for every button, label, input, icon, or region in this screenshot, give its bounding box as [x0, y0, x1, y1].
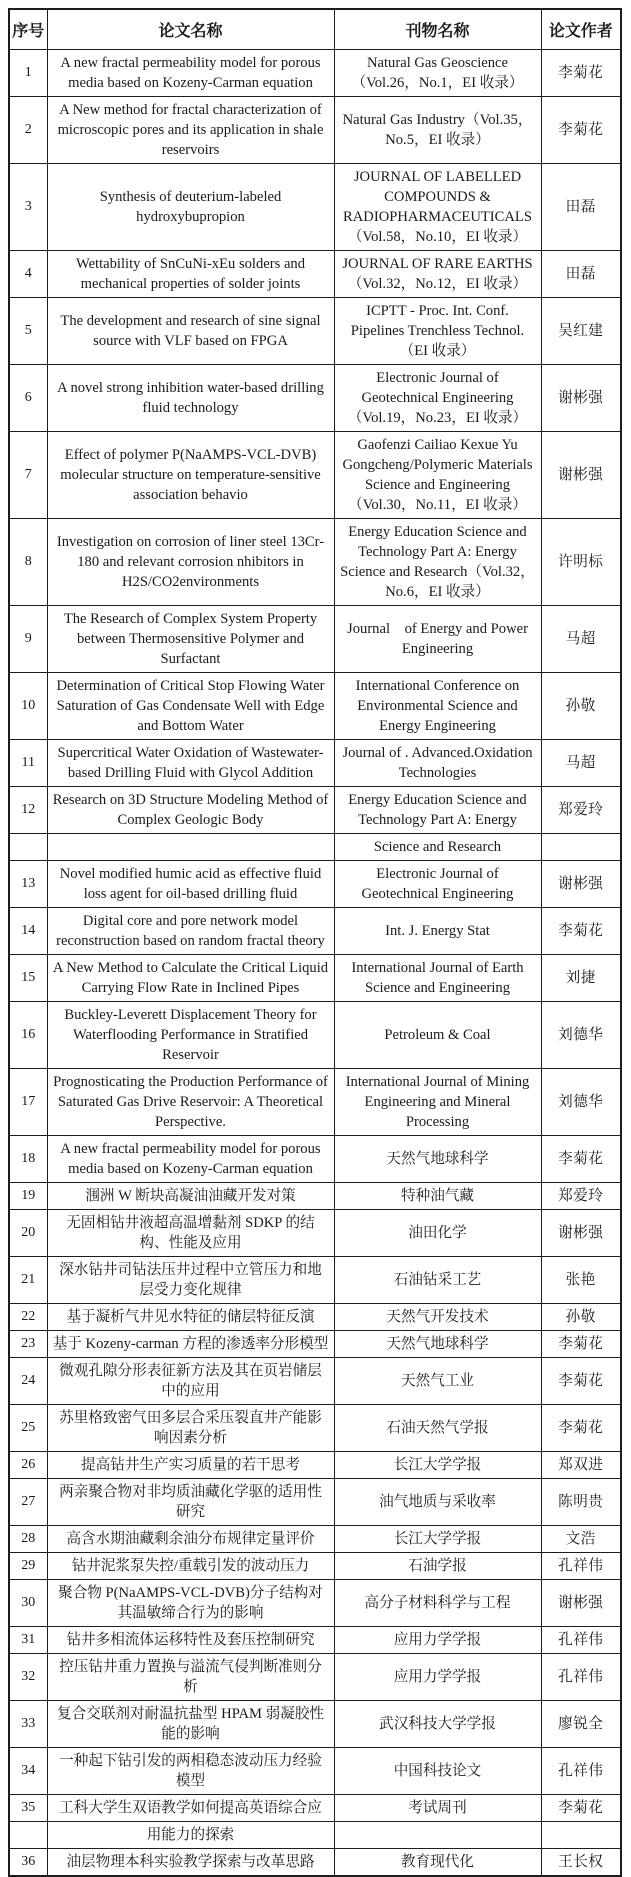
no-cell: 35	[9, 1795, 47, 1822]
journal-cell: 武汉科技大学学报	[334, 1701, 541, 1748]
no-cell: 21	[9, 1257, 47, 1304]
no-cell: 6	[9, 365, 47, 432]
journal-cell: Electronic Journal of Geotechnical Engineering	[334, 861, 541, 908]
table-row	[9, 1257, 621, 1304]
no-cell: 11	[9, 740, 47, 787]
no-cell: 5	[9, 298, 47, 365]
author-cell: 谢彬强	[541, 432, 621, 519]
author-cell: 张艳	[541, 1257, 621, 1304]
journal-cell: Energy Education Science and Technology Part A: Energy	[334, 787, 541, 834]
title-cell: A new fractal permeability model for porous media based on Kozeny-Carman equation	[47, 50, 334, 97]
author-cell: 孙敬	[541, 673, 621, 740]
title-cell: A novel strong inhibition water-based drilling fluid technology	[47, 365, 334, 432]
title-cell: 微观孔隙分形表征新方法及其在页岩储层中的应用	[47, 1358, 334, 1405]
table-row	[9, 519, 621, 606]
author-cell	[541, 1822, 621, 1849]
title-cell: 无固相钻井液超高温增黏剂 SDKP 的结构、性能及应用	[47, 1210, 334, 1257]
table-row	[9, 1452, 621, 1479]
author-cell: 郑双进	[541, 1452, 621, 1479]
no-cell: 8	[9, 519, 47, 606]
table-row	[9, 365, 621, 432]
journal-cell: Energy Education Science and Technology Part A: Energy Science and Research（Vol.32，No.6，EI 收录）	[334, 519, 541, 606]
no-cell: 34	[9, 1748, 47, 1795]
title-cell: 基于 Kozeny-carman 方程的渗透率分形模型	[47, 1331, 334, 1358]
table-row	[9, 1304, 621, 1331]
author-cell: 李菊花	[541, 1405, 621, 1452]
table-body	[9, 50, 621, 1877]
title-cell: Wettability of SnCuNi-xEu solders and mechanical properties of solder joints	[47, 251, 334, 298]
title-cell: Effect of polymer P(NaAMPS-VCL-DVB) molecular structure on temperature-sensitive association behavio	[47, 432, 334, 519]
table-row	[9, 164, 621, 251]
journal-cell: 天然气工业	[334, 1358, 541, 1405]
journal-cell: 天然气地球科学	[334, 1136, 541, 1183]
table-row	[9, 432, 621, 519]
table-row	[9, 50, 621, 97]
title-cell: Determination of Critical Stop Flowing Water Saturation of Gas Condensate Well with Edge and Bottom Water	[47, 673, 334, 740]
publications-table	[8, 8, 622, 1877]
journal-cell: 应用力学学报	[334, 1627, 541, 1654]
journal-cell: 教育现代化	[334, 1849, 541, 1877]
title-cell: 油层物理本科实验教学探索与改革思路	[47, 1849, 334, 1877]
column-header-no: 序号	[9, 9, 47, 50]
table-row	[9, 955, 621, 1002]
no-cell: 7	[9, 432, 47, 519]
column-header-author: 论文作者	[541, 9, 621, 50]
author-cell: 郑爱玲	[541, 787, 621, 834]
journal-cell: Petroleum & Coal	[334, 1002, 541, 1069]
author-cell: 文浩	[541, 1526, 621, 1553]
no-cell	[9, 1822, 47, 1849]
title-cell: Novel modified humic acid as effective fluid loss agent for oil-based drilling fluid	[47, 861, 334, 908]
journal-cell: Journal of . Advanced.Oxidation Technologies	[334, 740, 541, 787]
author-cell: 李菊花	[541, 1795, 621, 1822]
title-cell: 控压钻井重力置换与溢流气侵判断准则分析	[47, 1654, 334, 1701]
no-cell: 29	[9, 1553, 47, 1580]
journal-cell: 长江大学学报	[334, 1452, 541, 1479]
journal-cell	[334, 1822, 541, 1849]
journal-cell: Gaofenzi Cailiao Kexue Yu Gongcheng/Polymeric Materials Science and Engineering（Vol.30，No.11，EI 收录）	[334, 432, 541, 519]
no-cell: 24	[9, 1358, 47, 1405]
no-cell: 3	[9, 164, 47, 251]
author-cell: 孔祥伟	[541, 1748, 621, 1795]
journal-cell: 油田化学	[334, 1210, 541, 1257]
table-row	[9, 1479, 621, 1526]
table-row	[9, 606, 621, 673]
no-cell: 36	[9, 1849, 47, 1877]
author-cell: 李菊花	[541, 908, 621, 955]
author-cell: 马超	[541, 606, 621, 673]
title-cell: Supercritical Water Oxidation of Wastewater-based Drilling Fluid with Glycol Addition	[47, 740, 334, 787]
title-cell: 一种起下钻引发的两相稳态波动压力经验模型	[47, 1748, 334, 1795]
journal-cell: 油气地质与采收率	[334, 1479, 541, 1526]
author-cell: 李菊花	[541, 50, 621, 97]
table-row	[9, 1849, 621, 1877]
no-cell: 17	[9, 1069, 47, 1136]
journal-cell: 天然气开发技术	[334, 1304, 541, 1331]
table-row	[9, 1136, 621, 1183]
table-row	[9, 673, 621, 740]
no-cell: 18	[9, 1136, 47, 1183]
author-cell: 吴红建	[541, 298, 621, 365]
journal-cell: 特种油气藏	[334, 1183, 541, 1210]
column-header-title: 论文名称	[47, 9, 334, 50]
title-cell: The Research of Complex System Property between Thermosensitive Polymer and Surfactant	[47, 606, 334, 673]
title-cell: Synthesis of deuterium-labeled hydroxybupropion	[47, 164, 334, 251]
journal-cell: 考试周刊	[334, 1795, 541, 1822]
journal-cell: Electronic Journal of Geotechnical Engineering（Vol.19，No.23，EI 收录）	[334, 365, 541, 432]
title-cell: Prognosticating the Production Performance of Saturated Gas Drive Reservoir: A Theoretical Perspective.	[47, 1069, 334, 1136]
title-cell: 钻井多相流体运移特性及套压控制研究	[47, 1627, 334, 1654]
author-cell: 王长权	[541, 1849, 621, 1877]
table-row	[9, 1553, 621, 1580]
table-row	[9, 1748, 621, 1795]
no-cell: 1	[9, 50, 47, 97]
no-cell: 4	[9, 251, 47, 298]
table-row	[9, 1526, 621, 1553]
author-cell: 孙敬	[541, 1304, 621, 1331]
journal-cell: International Conference on Environmental Science and Energy Engineering	[334, 673, 541, 740]
author-cell: 李菊花	[541, 1358, 621, 1405]
journal-cell: Natural Gas Industry（Vol.35，No.5，EI 收录）	[334, 97, 541, 164]
journal-cell: ICPTT - Proc. Int. Conf. Pipelines Trenchless Technol.（EI 收录）	[334, 298, 541, 365]
no-cell: 12	[9, 787, 47, 834]
table-row	[9, 97, 621, 164]
author-cell: 孔祥伟	[541, 1627, 621, 1654]
author-cell: 李菊花	[541, 1331, 621, 1358]
author-cell: 谢彬强	[541, 365, 621, 432]
no-cell: 25	[9, 1405, 47, 1452]
table-row	[9, 1331, 621, 1358]
title-cell: Research on 3D Structure Modeling Method of Complex Geologic Body	[47, 787, 334, 834]
table-row	[9, 908, 621, 955]
journal-cell: JOURNAL OF LABELLED COMPOUNDS & RADIOPHARMACEUTICALS（Vol.58，No.10，EI 收录）	[334, 164, 541, 251]
author-cell: 谢彬强	[541, 1580, 621, 1627]
no-cell: 10	[9, 673, 47, 740]
journal-cell: International Journal of Earth Science and Engineering	[334, 955, 541, 1002]
table-row	[9, 787, 621, 834]
no-cell: 20	[9, 1210, 47, 1257]
title-cell: 基于凝析气井见水特征的储层特征反演	[47, 1304, 334, 1331]
journal-cell: 长江大学学报	[334, 1526, 541, 1553]
author-cell: 谢彬强	[541, 1210, 621, 1257]
table-row	[9, 1183, 621, 1210]
journal-cell: 天然气地球科学	[334, 1331, 541, 1358]
journal-cell: 中国科技论文	[334, 1748, 541, 1795]
author-cell: 陈明贵	[541, 1479, 621, 1526]
journal-cell: International Journal of Mining Engineering and Mineral Processing	[334, 1069, 541, 1136]
title-cell: 高含水期油藏剩余油分布规律定量评价	[47, 1526, 334, 1553]
title-cell: 提高钻井生产实习质量的若干思考	[47, 1452, 334, 1479]
no-cell: 26	[9, 1452, 47, 1479]
table-row	[9, 298, 621, 365]
journal-cell: 石油天然气学报	[334, 1405, 541, 1452]
author-cell: 谢彬强	[541, 861, 621, 908]
title-cell: Buckley-Leverett Displacement Theory for Waterflooding Performance in Stratified Reservoir	[47, 1002, 334, 1069]
author-cell: 田磊	[541, 251, 621, 298]
no-cell: 22	[9, 1304, 47, 1331]
table-row	[9, 1654, 621, 1701]
title-cell: A New method for fractal characterization of microscopic pores and its application in shale reservoirs	[47, 97, 334, 164]
title-cell: A new fractal permeability model for porous media based on Kozeny-Carman equation	[47, 1136, 334, 1183]
no-cell: 15	[9, 955, 47, 1002]
title-cell: 钻井泥浆泵失控/重载引发的波动压力	[47, 1553, 334, 1580]
table-row	[9, 1627, 621, 1654]
table-row	[9, 1822, 621, 1849]
journal-cell: Int. J. Energy Stat	[334, 908, 541, 955]
title-cell: Investigation on corrosion of liner steel 13Cr-180 and relevant corrosion nhibitors in H2S/CO2environments	[47, 519, 334, 606]
no-cell: 16	[9, 1002, 47, 1069]
title-cell: Digital core and pore network model reconstruction based on random fractal theory	[47, 908, 334, 955]
table-row	[9, 1405, 621, 1452]
journal-cell: 高分子材料科学与工程	[334, 1580, 541, 1627]
no-cell: 9	[9, 606, 47, 673]
table-row	[9, 1210, 621, 1257]
table-row	[9, 251, 621, 298]
table-row	[9, 1358, 621, 1405]
table-row	[9, 1069, 621, 1136]
no-cell: 27	[9, 1479, 47, 1526]
author-cell: 马超	[541, 740, 621, 787]
title-cell	[47, 834, 334, 861]
journal-cell: Journal of Energy and Power Engineering	[334, 606, 541, 673]
column-header-journal: 刊物名称	[334, 9, 541, 50]
author-cell	[541, 834, 621, 861]
title-cell: 两亲聚合物对非均质油藏化学驱的适用性研究	[47, 1479, 334, 1526]
title-cell: 深水钻井司钻法压井过程中立管压力和地层受力变化规律	[47, 1257, 334, 1304]
no-cell: 30	[9, 1580, 47, 1627]
journal-cell: 石油学报	[334, 1553, 541, 1580]
author-cell: 田磊	[541, 164, 621, 251]
title-cell: 苏里格致密气田多层合采压裂直井产能影响因素分析	[47, 1405, 334, 1452]
title-cell: 复合交联剂对耐温抗盐型 HPAM 弱凝胶性能的影响	[47, 1701, 334, 1748]
title-cell: 聚合物 P(NaAMPS-VCL-DVB)分子结构对其温敏缔合行为的影响	[47, 1580, 334, 1627]
no-cell: 31	[9, 1627, 47, 1654]
table-row	[9, 1580, 621, 1627]
title-cell: A New Method to Calculate the Critical Liquid Carrying Flow Rate in Inclined Pipes	[47, 955, 334, 1002]
journal-cell: Natural Gas Geoscience（Vol.26，No.1，EI 收录）	[334, 50, 541, 97]
table-row	[9, 1795, 621, 1822]
author-cell: 廖锐全	[541, 1701, 621, 1748]
table-row	[9, 740, 621, 787]
no-cell: 33	[9, 1701, 47, 1748]
author-cell: 郑爱玲	[541, 1183, 621, 1210]
author-cell: 刘德华	[541, 1002, 621, 1069]
author-cell: 李菊花	[541, 97, 621, 164]
no-cell: 32	[9, 1654, 47, 1701]
table-row	[9, 1701, 621, 1748]
author-cell: 孔祥伟	[541, 1654, 621, 1701]
journal-cell: Science and Research	[334, 834, 541, 861]
header-row	[9, 9, 621, 50]
title-cell: The development and research of sine signal source with VLF based on FPGA	[47, 298, 334, 365]
journal-cell: 应用力学学报	[334, 1654, 541, 1701]
author-cell: 许明标	[541, 519, 621, 606]
author-cell: 刘德华	[541, 1069, 621, 1136]
no-cell: 19	[9, 1183, 47, 1210]
journal-cell: JOURNAL OF RARE EARTHS（Vol.32，No.12，EI 收录）	[334, 251, 541, 298]
no-cell: 13	[9, 861, 47, 908]
author-cell: 李菊花	[541, 1136, 621, 1183]
table-row	[9, 861, 621, 908]
table-row	[9, 834, 621, 861]
no-cell	[9, 834, 47, 861]
no-cell: 23	[9, 1331, 47, 1358]
table-row	[9, 1002, 621, 1069]
no-cell: 2	[9, 97, 47, 164]
no-cell: 14	[9, 908, 47, 955]
no-cell: 28	[9, 1526, 47, 1553]
journal-cell: 石油钻采工艺	[334, 1257, 541, 1304]
author-cell: 刘捷	[541, 955, 621, 1002]
author-cell: 孔祥伟	[541, 1553, 621, 1580]
title-cell: 用能力的探索	[47, 1822, 334, 1849]
title-cell: 工科大学生双语教学如何提高英语综合应	[47, 1795, 334, 1822]
title-cell: 涠洲 W 断块高凝油油藏开发对策	[47, 1183, 334, 1210]
